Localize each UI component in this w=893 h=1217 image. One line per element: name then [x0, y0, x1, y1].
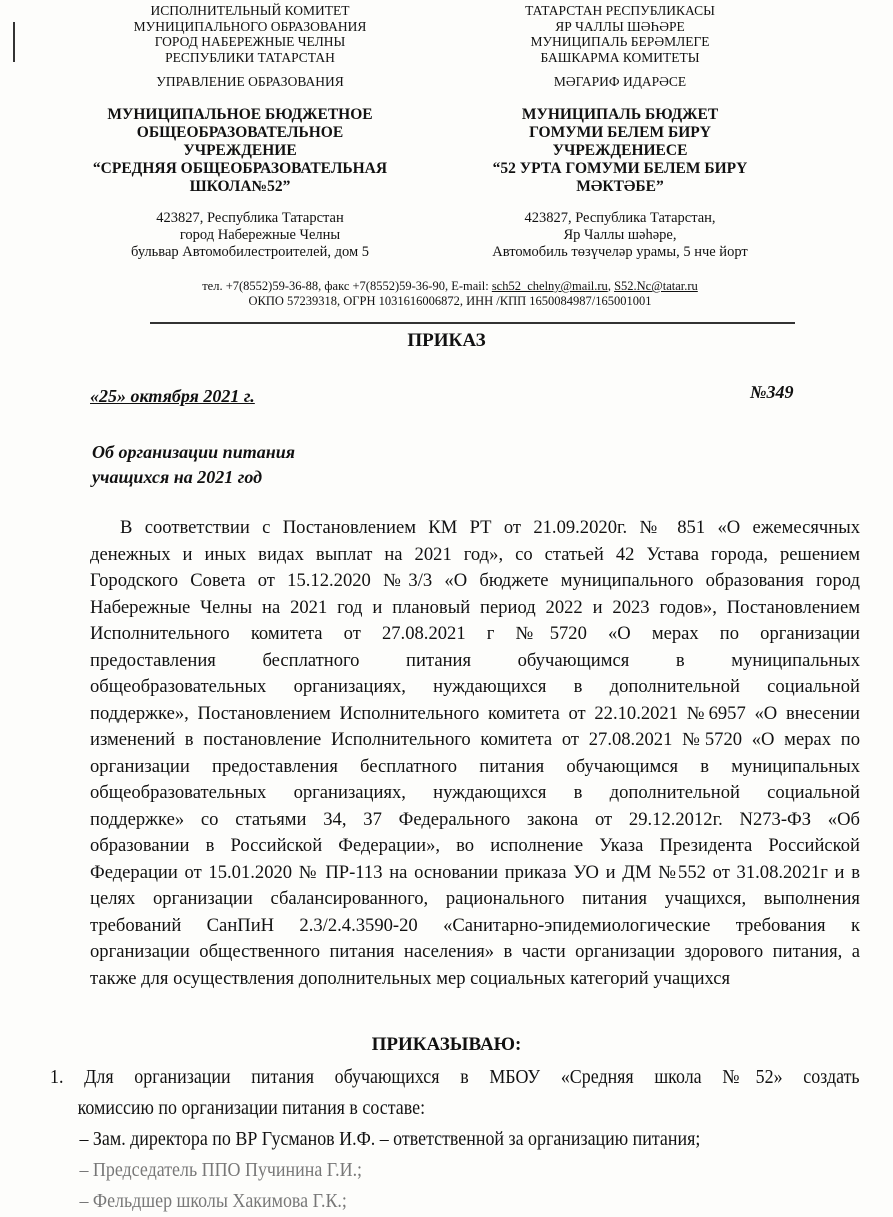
- org-line: УЧРЕЖДЕНИЕСЕ: [552, 142, 688, 159]
- body-line: В соответствии с Постановлением КМ РТ от 21.09.2020г. № 851 «О ежемесячных: [120, 517, 860, 538]
- order-items: [50, 1062, 860, 1217]
- body-line: денежных и иных видах выплат на 2021 год», со статьей 42 Устава города, решением: [90, 543, 860, 565]
- address-line: город Набережные Челны: [179, 227, 341, 243]
- document-date: «25» октября 2021 г.: [90, 386, 255, 406]
- contacts-phone-line: [100, 279, 800, 294]
- org-line: МӘКТӘБЕ”: [576, 178, 664, 195]
- header-right-organization: [460, 106, 780, 196]
- subject-line: Об организации питания: [92, 442, 295, 462]
- subject-line: учащихся на 2021 год: [92, 467, 263, 487]
- order-heading: ПРИКАЗЫВАЮ:: [371, 1034, 522, 1055]
- org-line: ОБЩЕОБРАЗОВАТЕЛЬНОЕ: [136, 124, 344, 141]
- header-right-authority: [460, 3, 780, 65]
- header-left-authority: [70, 3, 430, 65]
- body-line: общеобразовательных организациях, нуждающихся в дополнительной социальной: [90, 676, 860, 697]
- member-item: – Председатель ППО Пучинина Г.И.;: [79, 1160, 363, 1181]
- authority-line: БАШКАРМА КОМИТЕТЫ: [540, 49, 700, 65]
- body-line: организации общественного питания населения» в части организации здорового питания, а: [90, 941, 860, 962]
- body-line: предоставления бесплатного питания обучающимся в муниципальных: [90, 649, 860, 671]
- body-line: образовании в Российской Федерации», во исполнение Указа Президента Российской: [90, 835, 860, 856]
- authority-line: ТАТАРСТАН РЕСПУБЛИКАСЫ: [525, 3, 715, 18]
- authority-line: МУНИЦИПАЛЬНОГО ОБРАЗОВАНИЯ: [133, 18, 367, 34]
- address-line: 423827, Республика Татарстан,: [524, 210, 716, 226]
- registration-codes: ОКПО 57239318, ОГРН 1031616006872, ИНН /КПП 1650084987/165001001: [248, 294, 652, 308]
- body-line: изменений в постановление Исполнительного комитета от 27.08.2021 №5720 «О мерах по: [90, 729, 860, 750]
- body-line: Федерации от 15.01.2020 № ПР-113 на основании приказа УО и ДМ №552 от 31.08.2021г и в: [90, 861, 860, 883]
- org-line: ШКОЛА№52”: [189, 178, 291, 195]
- member-item: – Фельдшер школы Хакимова Г.К.;: [79, 1191, 347, 1212]
- header-left-address: [70, 210, 430, 261]
- body-line: Исполнительного комитета от 27.08.2021 г №5720 «О мерах по организации: [90, 623, 860, 644]
- body-line: целях организации сбалансированного, рационального питания учащихся, выполнения: [90, 888, 860, 909]
- authority-line: РЕСПУБЛИКИ ТАТАРСТАН: [165, 49, 335, 65]
- org-line: “52 УРТА ГОМУМИ БЕЛЕМ БИРҮ: [492, 160, 748, 177]
- document-title: ПРИКАЗ: [407, 330, 486, 351]
- address-line: 423827, Республика Татарстан: [156, 210, 344, 226]
- body-line: общеобразовательных организациях, нуждающихся в дополнительной социальной: [90, 782, 860, 803]
- body-line: Набережные Челны на 2021 год и плановый период 2022 и 2023 годов», Постановлением: [90, 596, 860, 618]
- header-divider: [150, 322, 795, 324]
- item-1-line-1: 1. Для организации питания обучающихся в МБОУ «Средняя школа №52» создать: [50, 1067, 860, 1088]
- body-line: поддержке» со статьями 34, 37 Федерального закона от 29.12.2012г. N273-ФЗ «Об: [90, 808, 860, 830]
- scan-margin-mark: [13, 22, 15, 62]
- email-link-2[interactable]: S52.Nc@tatar.ru: [614, 279, 698, 293]
- address-line: Автомобиль төзүчеләр урамы, 5 нче йорт: [492, 244, 748, 260]
- phone-fax: тел. +7(8552)59-36-88, факс +7(8552)59-36-90, E-mail:: [202, 279, 492, 293]
- body-line: организации предоставления бесплатного питания обучающимся в муниципальных: [90, 755, 860, 777]
- org-line: “СРЕДНЯЯ ОБЩЕОБРАЗОВАТЕЛЬНАЯ: [92, 160, 388, 177]
- body-line: требований СанПиН 2.3/2.4.3590-20 «Санитарно-эпидемиологические требования к: [90, 914, 860, 936]
- header-left-department: УПРАВЛЕНИЕ ОБРАЗОВАНИЯ: [156, 74, 344, 89]
- authority-line: МУНИЦИПАЛЬ БЕРӘМЛЕГЕ: [530, 34, 710, 49]
- address-line: бульвар Автомобилестроителей, дом 5: [131, 244, 369, 260]
- document-subject: [92, 440, 295, 490]
- authority-line: ЯР ЧАЛЛЫ ШӘҺӘРЕ: [555, 18, 685, 34]
- body-line: также для осуществления дополнительных мер социальных категорий учащихся: [90, 967, 731, 989]
- separator: ,: [607, 279, 615, 293]
- header-right-address: [460, 210, 780, 261]
- document-number: №349: [750, 382, 794, 402]
- body-line: поддержке», Постановлением Исполнительного комитета от 22.10.2021 №6957 «О внесении: [90, 702, 860, 724]
- org-line: УЧРЕЖДЕНИЕ: [183, 142, 297, 159]
- org-line: МУНИЦИПАЛЬ БЮДЖЕТ: [521, 106, 719, 123]
- member-item: – Зам. директора по ВР Гусманов И.Ф. – ответственной за организацию питания;: [79, 1129, 701, 1150]
- contacts-block: [100, 279, 800, 309]
- org-line: МУНИЦИПАЛЬНОЕ БЮДЖЕТНОЕ: [107, 106, 373, 123]
- header-right-department: МӘГАРИФ ИДАРӘСЕ: [553, 74, 687, 89]
- address-line: Яр Чаллы шәһәре,: [563, 227, 677, 243]
- email-link-1[interactable]: sch52_chelny@mail.ru: [491, 279, 608, 293]
- org-line: ГОМУМИ БЕЛЕМ БИРҮ: [529, 124, 711, 141]
- item-1-line-2: комиссию по организации питания в составе:: [77, 1098, 426, 1119]
- document-body: [90, 515, 860, 992]
- header-left-organization: [50, 106, 430, 196]
- authority-line: ИСПОЛНИТЕЛЬНЫЙ КОМИТЕТ: [150, 3, 350, 18]
- authority-line: ГОРОД НАБЕРЕЖНЫЕ ЧЕЛНЫ: [154, 34, 346, 49]
- body-line: Городского Совета от 15.12.2020 №3/3 «О бюджете муниципального образования город: [90, 570, 860, 591]
